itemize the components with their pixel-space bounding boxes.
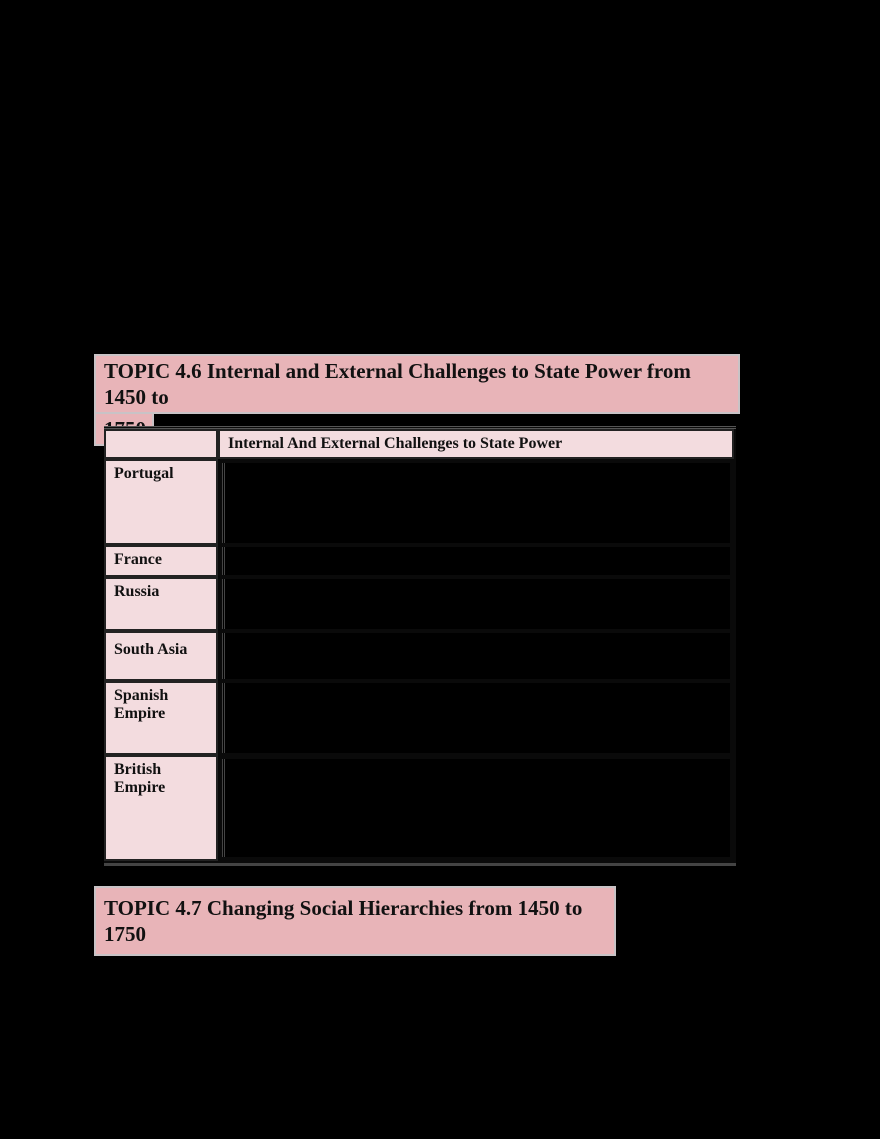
row-label-south-asia: South Asia <box>104 631 218 681</box>
row-content-south-asia[interactable] <box>222 633 730 679</box>
challenges-table <box>104 426 736 866</box>
topic-4-7-heading <box>96 888 614 954</box>
topic-4-7-heading-text: TOPIC 4.7 Changing Social Hierarchies from 1450 to 1750 <box>96 888 614 954</box>
table-header-corner <box>104 429 218 459</box>
row-content-france[interactable] <box>222 547 730 575</box>
topic-4-6-heading-line1: TOPIC 4.6 Internal and External Challenges to State Power from 1450 to <box>96 356 738 412</box>
row-label-portugal: Portugal <box>104 459 218 545</box>
row-label-russia: Russia <box>104 577 218 631</box>
table-header-title: Internal And External Challenges to State Power <box>218 429 734 459</box>
row-content-british-empire[interactable] <box>222 759 730 857</box>
row-content-russia[interactable] <box>222 579 730 629</box>
row-label-british-empire: British Empire <box>104 755 218 861</box>
row-content-portugal[interactable] <box>222 463 730 543</box>
row-label-spanish-empire: Spanish Empire <box>104 681 218 755</box>
row-label-france: France <box>104 545 218 577</box>
row-content-spanish-empire[interactable] <box>222 683 730 753</box>
